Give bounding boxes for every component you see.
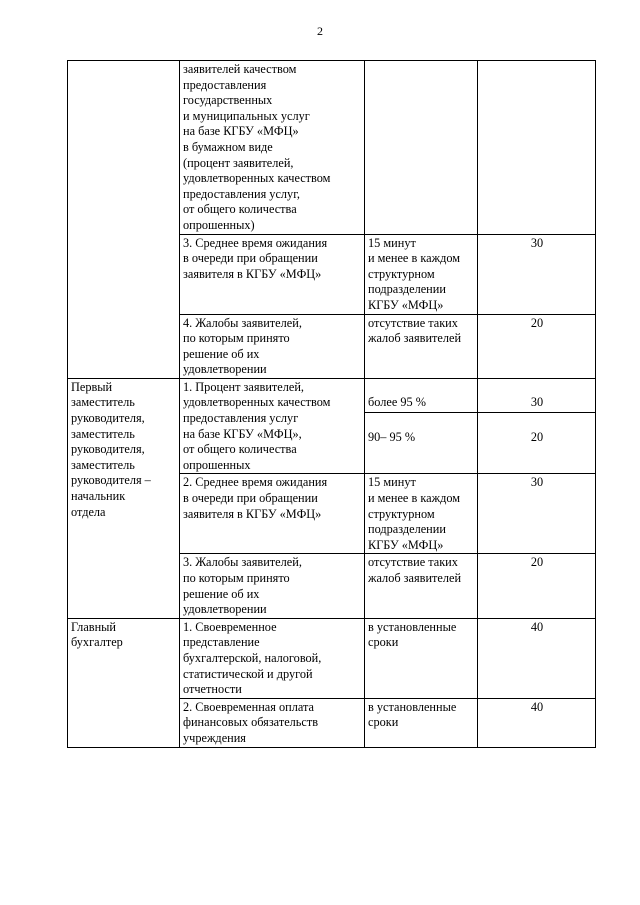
criterion-cell: 2. Своевременная оплата финансовых обязательств учреждения	[180, 698, 365, 747]
condition-option: более 95 %	[365, 395, 477, 413]
score-cell: 20	[478, 554, 596, 618]
condition-cell: отсутствие таких жалоб заявителей	[365, 554, 478, 618]
score-cell: 30	[478, 474, 596, 554]
table-row	[68, 61, 596, 235]
score-cell: 40	[478, 698, 596, 747]
condition-cell: 15 минут и менее в каждом структурном подразделении КГБУ «МФЦ»	[365, 474, 478, 554]
table-row	[68, 618, 596, 698]
score-cell: 40	[478, 618, 596, 698]
condition-cell: в установленные сроки	[365, 698, 478, 747]
criterion-cell: 3. Среднее время ожидания в очереди при обращении заявителя в КГБУ «МФЦ»	[180, 234, 365, 314]
criterion-cell: 4. Жалобы заявителей, по которым принято решение об их удовлетворении	[180, 314, 365, 378]
score-cell	[478, 378, 596, 474]
condition-cell: в установленные сроки	[365, 618, 478, 698]
condition-cell	[365, 378, 478, 474]
position-cell: Главный бухгалтер	[68, 618, 180, 747]
table-row	[68, 378, 596, 474]
score-cell	[478, 61, 596, 235]
score-option: 30	[478, 395, 595, 413]
criterion-cell: 2. Среднее время ожидания в очереди при обращении заявителя в КГБУ «МФЦ»	[180, 474, 365, 554]
page-number: 2	[317, 24, 323, 38]
score-cell: 30	[478, 234, 596, 314]
position-cell	[68, 61, 180, 379]
criterion-cell: 1. Процент заявителей, удовлетворенных качеством предоставления услуг на базе КГБУ «МФЦ», от общего количества опрошенных	[180, 378, 365, 474]
condition-cell: 15 минут и менее в каждом структурном подразделении КГБУ «МФЦ»	[365, 234, 478, 314]
position-cell: Первый заместитель руководителя, заместитель руководителя, заместитель руководителя – начальник отдела	[68, 378, 180, 618]
criterion-cell: заявителей качеством предоставления государственных и муниципальных услуг на базе КГБУ «МФЦ» в бумажном виде (процент заявителей, удовлетворенных качеством предоставления услуг, от общего количества опрошенных)	[180, 61, 365, 235]
condition-cell: отсутствие таких жалоб заявителей	[365, 314, 478, 378]
criteria-table	[67, 60, 596, 748]
score-option: 20	[530, 429, 544, 444]
criterion-cell: 3. Жалобы заявителей, по которым принято решение об их удовлетворении	[180, 554, 365, 618]
condition-cell	[365, 61, 478, 235]
criterion-cell: 1. Своевременное представление бухгалтерской, налоговой, статистической и другой отчетности	[180, 618, 365, 698]
condition-option: 90– 95 %	[368, 429, 416, 444]
score-cell: 20	[478, 314, 596, 378]
